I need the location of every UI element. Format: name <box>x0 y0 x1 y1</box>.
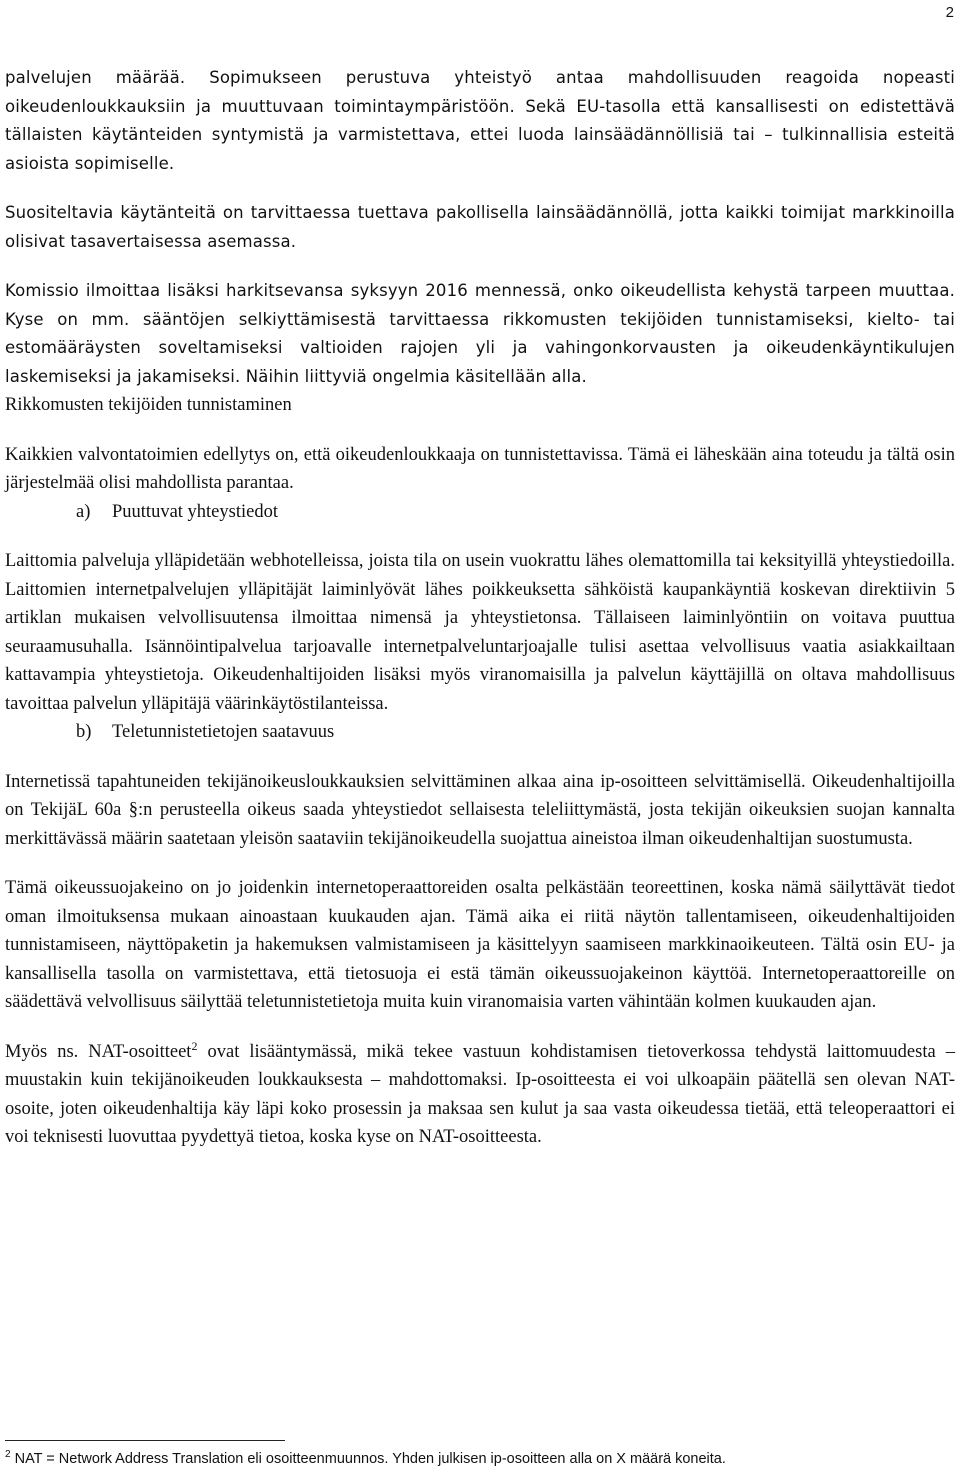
subheading-b-text: Teletunnistetietojen saatavuus <box>112 722 335 742</box>
subheading-a-label: a) <box>76 501 91 522</box>
paragraph-7: Tämä oikeussuojakeino on jo joidenkin internetoperaattoreiden osalta pelkästään teoreettinen, koska nämä säilyttävät tiedot oman ilmoituksensa mukaan ainoastaan kuukauden ajan. Tämä aika ei riitä näytön tallentamiseen, oikeudenhaltijoiden tunnistamiseen, näyttöpaketin ja hakemuksen valmistamiseen ja käsittelyyn saamiseen markkinaoikeuteen. Tältä osin EU- ja kansallisella tasolla on varmistettava, että tietosuoja ei estä tämän oikeussuojakeinon käyttöä. Internetoperaattoreille on säädettävä velvollisuus säilyttää teletunnistetietoja muita kuin viranomaisia varten vähintään kolmen kuukauden ajan. <box>5 878 955 1012</box>
paragraph-1: palvelujen määrää. Sopimukseen perustuva yhteistyö antaa mahdollisuuden reagoida nopeasti oikeudenloukkauksiin ja muuttuvaan toimintaympäristöön. Sekä EU-tasolla että kansallisesti on edistettävä tällaisten käytänteiden syntymistä ja varmistettava, ettei luoda lainsäädännöllisiä tai – tulkinnallisia esteitä asioista sopimiselle. <box>5 68 955 173</box>
footnote-body: NAT = Network Address Translation eli osoitteenmuunnos. Yhden julkisen ip-osoitteen alla on X määrä koneita. <box>10 1451 726 1467</box>
paragraph-3: Komissio ilmoittaa lisäksi harkitsevansa syksyyn 2016 mennessä, onko oikeudellista kehystä tarpeen muuttaa. Kyse on mm. sääntöjen selkiyttämisestä tarvittaessa rikkomusten tekijöiden tunnistamiseksi, kielto- tai estomääräysten soveltamiseksi valtioiden rajojen yli ja vahingonkorvausten ja oikeudenkäyntikulujen laskemiseksi ja jakamiseksi. Näihin liittyviä ongelmia käsitellään alla. <box>5 281 955 386</box>
footnote-number: 2 <box>5 1449 11 1461</box>
footnote-divider <box>5 1440 285 1441</box>
subheading-a-text: Puuttuvat yhteystiedot <box>112 501 278 522</box>
paragraph-8-start: Myös ns. NAT-osoitteet <box>5 1041 192 1062</box>
footnote-reference[interactable]: 2 <box>191 1038 198 1053</box>
footnote <box>5 1440 955 1467</box>
section-heading: Rikkomusten tekijöiden tunnistaminen <box>5 395 292 415</box>
paragraph-2: Suositeltavia käytänteitä on tarvittaessa tuettava pakollisella lainsäädännöllä, jotta kaikki toimijat markkinoilla olisivat tasavertaisessa asemassa. <box>5 203 955 251</box>
paragraph-8 <box>5 1038 955 1152</box>
subheading-a <box>5 498 955 527</box>
footnote-text <box>5 1451 955 1467</box>
document-body <box>5 64 955 1152</box>
paragraph-8-rest: ovat lisääntymässä, mikä tekee vastuun kohdistamisen tietoverkossa tehdystä laittomuudesta – muustakin kuin tekijänoikeuden loukkauksesta – mahdottomaksi. Ip-osoitteesta ei voi ulkoapäin päätellä sen olevan NAT-osoite, joten oikeudenhaltija käy läpi koko prosessin ja maksaa sen kulut ja saa vasta oikeudessa tietää, että teleoperaattori ei voi teknisesti luovuttaa pyydettyä tietoa, koska kyse on NAT-osoitteesta. <box>5 1041 955 1147</box>
subheading-b <box>5 718 955 747</box>
paragraph-6: Internetissä tapahtuneiden tekijänoikeusloukkauksien selvittäminen alkaa aina ip-osoitteen selvittämisellä. Oikeudenhaltijoilla on TekijäL 60a §:n perusteella oikeus saada yhteystiedot sellaisesta teleliittymästä, josta tekijän oikeuksien suojan kannalta merkittävässä määrin saatetaan yleisön saataviin tekijänoikeudella suojattua aineistoa ilman oikeudenhaltijan suostumusta. <box>5 771 955 849</box>
page-number: 2 <box>945 4 954 21</box>
paragraph-4: Kaikkien valvontatoimien edellytys on, että oikeudenloukkaaja on tunnistettavissa. Tämä ei läheskään aina toteudu ja tältä osin järjestelmää olisi mahdollista parantaa. <box>5 444 955 493</box>
paragraph-5: Laittomia palveluja ylläpidetään webhotelleissa, joista tila on usein vuokrattu lähes olemattomilla tai keksityillä yhteystiedoilla. Laittomien internetpalvelujen ylläpitäjät laiminlyövät lähes poikkeuksetta sähköistä kaupankäyntiä koskevan direktiivin 5 artiklan mukaisen velvollisuutensa ilmoittaa nimensä ja yhteystietonsa. Tällaiseen laiminlyöntiin on voitava puuttua seuraamusuhalla. Isännöintipalvelua tarjoavalle internetpalveluntarjoajalle tulisi asettaa velvollisuus vaatia asiakkailtaan kattavampia yhteystietoja. Oikeudenhaltijoiden lisäksi myös viranomaisilla ja palvelun käyttäjillä on oltava mahdollisuus tavoittaa palvelun ylläpitäjä väärinkäytöstilanteissa. <box>5 551 955 714</box>
subheading-b-label: b) <box>76 722 92 742</box>
